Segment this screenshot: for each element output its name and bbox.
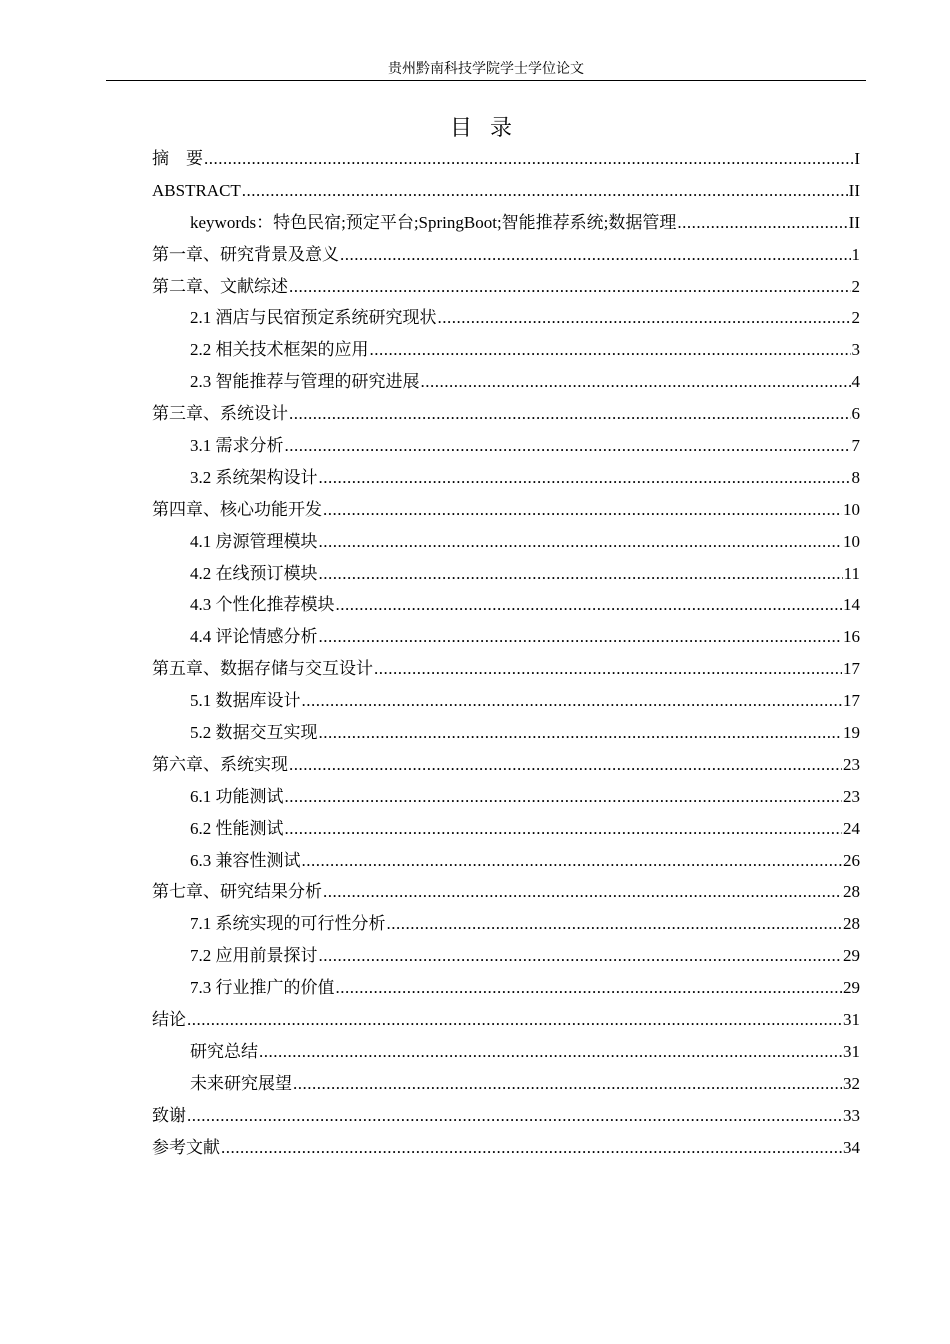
toc-leader-dots	[319, 940, 843, 972]
toc-leader-dots	[285, 781, 843, 813]
toc-entry-page: 14	[843, 595, 860, 615]
toc-entry-label: 6.3 兼容性测试	[190, 850, 301, 870]
toc-entry[interactable]	[152, 494, 860, 526]
toc-leader-dots	[285, 813, 843, 845]
toc-entry-label: 摘 要	[152, 149, 203, 168]
toc-entry-page: 17	[843, 691, 860, 711]
toc-leader-dots	[187, 1100, 842, 1132]
toc-leader-dots	[421, 366, 851, 398]
toc-entry-page: 19	[843, 723, 860, 743]
toc-entry[interactable]	[152, 143, 860, 175]
toc-entry-label: 5.1 数据库设计	[190, 691, 301, 711]
toc-entry-page: 24	[843, 818, 860, 838]
toc-leader-dots	[319, 717, 843, 749]
toc-entry-label: 未来研究展望	[190, 1073, 292, 1093]
toc-entry-label: 第四章、核心功能开发	[152, 499, 322, 519]
toc-entry-page: 29	[843, 978, 860, 998]
toc-entry-page: 31	[843, 1041, 860, 1061]
toc-leader-dots	[187, 1004, 842, 1036]
toc-entry[interactable]	[152, 813, 860, 845]
toc-entry[interactable]	[152, 398, 860, 430]
toc-entry[interactable]	[152, 940, 860, 972]
toc-leader-dots	[293, 1068, 842, 1100]
toc-entry-label: 2.1 酒店与民宿预定系统研究现状	[190, 308, 437, 328]
toc-leader-dots	[289, 271, 851, 303]
toc-leader-dots	[336, 589, 843, 621]
toc-entry-page: 16	[843, 627, 860, 647]
toc-entry-label: 4.4 评论情感分析	[190, 627, 318, 647]
toc-entry-label: 研究总结	[190, 1041, 258, 1061]
toc-entry-page: 23	[843, 786, 860, 806]
toc-leader-dots	[319, 462, 851, 494]
toc-entry[interactable]	[152, 1036, 860, 1068]
toc-entry-page: 1	[851, 244, 860, 264]
toc-entry[interactable]	[152, 366, 860, 398]
toc-entry-label: 7.3 行业推广的价值	[190, 978, 335, 998]
toc-entry-label: 结论	[152, 1010, 186, 1030]
toc-leader-dots	[319, 526, 843, 558]
toc-leader-dots	[302, 845, 843, 877]
toc-entry-page: 10	[843, 531, 860, 551]
table-of-contents	[152, 143, 860, 1164]
toc-entry[interactable]	[152, 781, 860, 813]
toc-leader-dots	[387, 908, 843, 940]
toc-entry[interactable]	[152, 589, 860, 621]
toc-entry[interactable]	[152, 876, 860, 908]
toc-entry[interactable]	[152, 685, 860, 717]
toc-entry-label: 第七章、研究结果分析	[152, 882, 322, 902]
toc-entry-page: 34	[843, 1137, 860, 1157]
toc-entry[interactable]	[152, 207, 860, 239]
toc-entry-label: 7.2 应用前景探讨	[190, 946, 318, 966]
toc-entry[interactable]	[152, 526, 860, 558]
toc-leader-dots	[336, 972, 843, 1004]
toc-leader-dots	[370, 334, 851, 366]
header-title: 贵州黔南科技学院学士学位论文	[388, 62, 584, 77]
toc-leader-dots	[204, 143, 853, 175]
toc-entry-page: 3	[851, 340, 860, 360]
toc-entry-label: 第二章、文献综述	[152, 276, 288, 296]
toc-entry-label: ABSTRACT	[152, 180, 241, 200]
toc-entry-label: 3.1 需求分析	[190, 436, 284, 456]
toc-entry[interactable]	[152, 653, 860, 685]
toc-entry[interactable]	[152, 462, 860, 494]
toc-entry-page: I	[854, 149, 860, 168]
toc-entry-label: 4.3 个性化推荐模块	[190, 595, 335, 615]
toc-leader-dots	[259, 1036, 842, 1068]
toc-entry-label: 第三章、系统设计	[152, 404, 288, 424]
toc-entry[interactable]	[152, 430, 860, 462]
toc-leader-dots	[221, 1132, 842, 1164]
toc-entry[interactable]	[152, 558, 860, 590]
toc-entry-page: 26	[843, 850, 860, 870]
toc-entry[interactable]	[152, 908, 860, 940]
toc-entry-page: 2	[851, 276, 860, 296]
toc-entry[interactable]	[152, 1004, 860, 1036]
toc-entry-page: 33	[843, 1105, 860, 1125]
toc-leader-dots	[319, 558, 843, 590]
toc-leader-dots	[302, 685, 843, 717]
toc-entry[interactable]	[152, 334, 860, 366]
toc-entry-label: 致谢	[152, 1105, 186, 1125]
toc-entry-label: 第一章、研究背景及意义	[152, 244, 339, 264]
toc-entry-label: 第五章、数据存储与交互设计	[152, 659, 373, 679]
toc-entry-page: 28	[843, 914, 860, 934]
toc-leader-dots	[323, 876, 842, 908]
toc-entry-label: 5.2 数据交互实现	[190, 723, 318, 743]
toc-entry-page: 10	[843, 499, 860, 519]
toc-leader-dots	[289, 398, 851, 430]
toc-leader-dots	[323, 494, 842, 526]
toc-entry[interactable]	[152, 845, 860, 877]
toc-leader-dots	[677, 207, 847, 239]
toc-entry-page: 6	[851, 404, 860, 424]
toc-entry[interactable]	[152, 1100, 860, 1132]
toc-entry-label: 6.1 功能测试	[190, 786, 284, 806]
toc-entry-label: 6.2 性能测试	[190, 818, 284, 838]
toc-entry-page: 23	[843, 754, 860, 774]
toc-entry-label: 4.2 在线预订模块	[190, 563, 318, 583]
toc-entry[interactable]	[152, 717, 860, 749]
toc-entry-label: 2.3 智能推荐与管理的研究进展	[190, 372, 420, 392]
toc-entry-page: 4	[851, 372, 860, 392]
toc-entry[interactable]	[152, 972, 860, 1004]
toc-entry[interactable]	[152, 239, 860, 271]
toc-leader-dots	[289, 749, 842, 781]
toc-entry[interactable]	[152, 271, 860, 303]
toc-entry-label: 2.2 相关技术框架的应用	[190, 340, 369, 360]
toc-leader-dots	[374, 653, 842, 685]
toc-entry-page: 29	[843, 946, 860, 966]
toc-entry-page: 2	[851, 308, 860, 328]
toc-entry[interactable]	[152, 1132, 860, 1164]
toc-entry-page: II	[848, 212, 860, 232]
toc-entry-label: 参考文献	[152, 1137, 220, 1157]
toc-entry-page: 17	[843, 659, 860, 679]
toc-entry-page: II	[848, 180, 860, 200]
toc-entry-label: 3.2 系统架构设计	[190, 467, 318, 487]
toc-entry[interactable]	[152, 302, 860, 334]
toc-entry-label: keywords：特色民宿;预定平台;SpringBoot;智能推荐系统;数据管理	[190, 212, 677, 232]
toc-entry-label: 7.1 系统实现的可行性分析	[190, 914, 386, 934]
toc-entry-page: 7	[851, 436, 860, 456]
toc-entry-page: 31	[843, 1010, 860, 1030]
toc-entry-page: 28	[843, 882, 860, 902]
toc-entry-label: 第六章、系统实现	[152, 754, 288, 774]
toc-entry-page: 11	[843, 563, 860, 583]
toc-leader-dots	[319, 621, 843, 653]
toc-leader-dots	[438, 302, 851, 334]
toc-title: 目录	[449, 116, 530, 141]
toc-leader-dots	[242, 175, 848, 207]
toc-entry[interactable]	[152, 1068, 860, 1100]
toc-leader-dots	[285, 430, 851, 462]
toc-entry[interactable]	[152, 175, 860, 207]
toc-entry[interactable]	[152, 621, 860, 653]
toc-entry-page: 32	[843, 1073, 860, 1093]
toc-leader-dots	[340, 239, 851, 271]
toc-entry[interactable]	[152, 749, 860, 781]
toc-entry-label: 4.1 房源管理模块	[190, 531, 318, 551]
page-header	[106, 60, 866, 81]
toc-entry-page: 8	[851, 467, 860, 487]
